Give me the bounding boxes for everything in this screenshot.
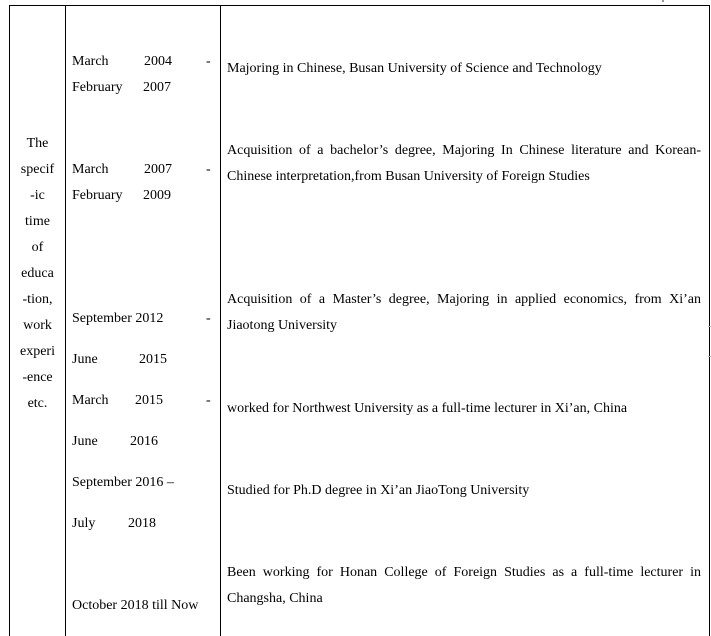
table-top-border	[9, 5, 710, 6]
category-line: educa	[21, 266, 54, 281]
description-cell: Majoring in Chinese, Busan University of Science and Technology	[227, 61, 602, 76]
description-cell: Acquisition of a Master’s degree, Majoring in applied economics, from Xi’an Jiaotong University	[227, 292, 701, 333]
date-end: July 2018	[72, 516, 156, 531]
category-line: specif	[20, 162, 55, 177]
date-start: October 2018 till Now	[72, 598, 199, 613]
category-line: of	[31, 240, 44, 255]
date-end: June 2016	[72, 434, 158, 449]
category-line: -ence	[22, 370, 53, 385]
category-line: The	[26, 136, 49, 151]
category-line: -ic	[30, 188, 45, 203]
category-line: etc.	[27, 396, 48, 411]
category-line: -tion,	[22, 292, 53, 307]
description-cell: Been working for Honan College of Foreign Studies as a full-time lecturer in Changsha, China	[227, 565, 701, 606]
category-line: work	[23, 318, 52, 333]
date-start: March 2007 -	[72, 162, 211, 177]
date-end: June 2015	[72, 352, 167, 367]
date-end: February 2007	[72, 80, 171, 95]
category-cell	[10, 131, 65, 417]
description-cell: Acquisition of a bachelor’s degree, Majoring In Chinese literature and Korean-Chinese interpretation,from Busan University of Foreign Studies	[227, 143, 701, 184]
description-cell: worked for Northwest University as a full-time lecturer in Xi’an, China	[227, 401, 628, 416]
date-end: February 2009	[72, 188, 171, 203]
column-divider-1	[65, 5, 66, 636]
column-divider-2	[220, 5, 221, 636]
category-line: time	[25, 214, 50, 229]
category-line: experi	[20, 344, 55, 359]
page-mark	[662, 0, 664, 2]
date-start: September 2016 –	[72, 475, 174, 490]
description-cell: Studied for Ph.D degree in Xi’an JiaoTong University	[227, 483, 530, 498]
date-start: March 2015 -	[72, 393, 211, 408]
table-right-border	[709, 5, 710, 636]
date-start: September 2012 -	[72, 311, 211, 326]
date-start: March 2004 -	[72, 54, 211, 69]
